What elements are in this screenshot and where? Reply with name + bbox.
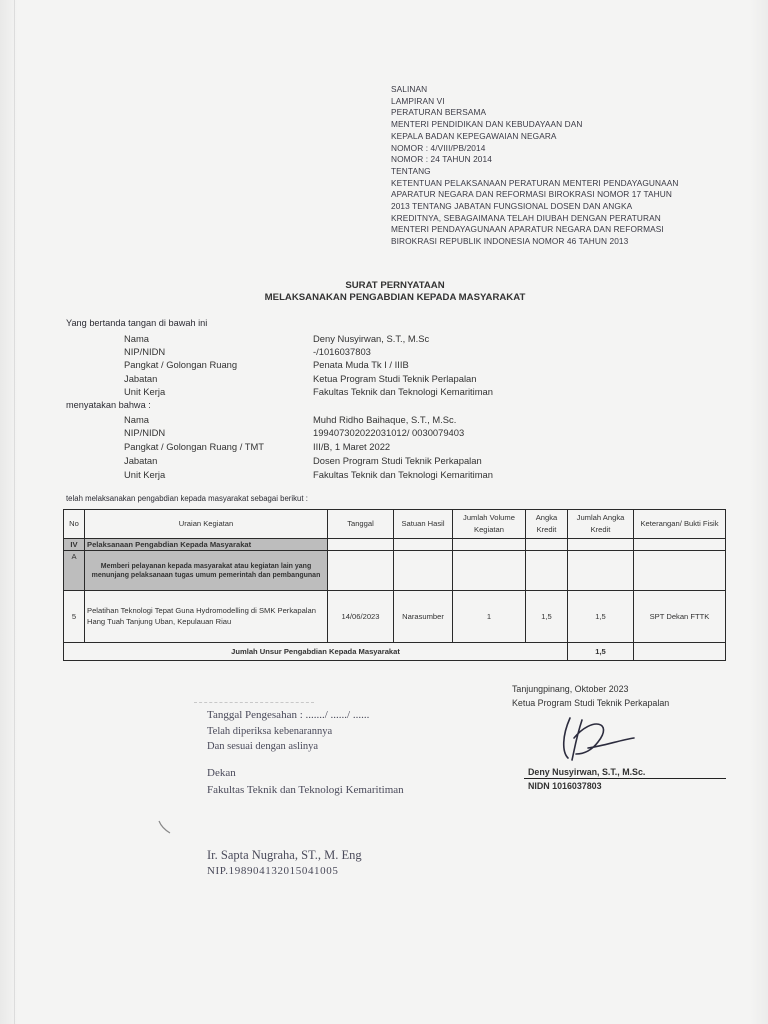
- subject-position-value: Dosen Program Studi Teknik Perkapalan: [313, 455, 482, 466]
- signer-nip-value: -/1016037803: [313, 346, 371, 357]
- empty-cell: [634, 551, 726, 591]
- empty-cell: [526, 551, 568, 591]
- empty-cell: [394, 539, 453, 551]
- signer-position-value: Ketua Program Studi Teknik Perlapalan: [313, 373, 477, 384]
- activity-row: [64, 591, 726, 643]
- document-subtitle: MELAKSANAKAN PENGABDIAN KEPADA MASYARAKAT: [264, 292, 526, 303]
- header-line: LAMPIRAN VI: [391, 95, 445, 106]
- section-title: Pelaksanaan Pengabdian Kepada Masyarakat: [85, 539, 328, 551]
- header-unit: Satuan Hasil: [394, 510, 453, 539]
- signer-name-value: Deny Nusyirwan, S.T., M.Sc: [313, 333, 430, 344]
- subject-rank-value: III/B, 1 Maret 2022: [313, 441, 391, 452]
- signer-name-label: Nama: [124, 333, 150, 344]
- signer-nip-label: NIP/NIDN: [124, 346, 166, 357]
- signature-line: [524, 778, 726, 779]
- subsection-no: A: [64, 551, 85, 591]
- stamp-dean-nip: NIP.198904132015041005: [207, 865, 339, 877]
- header-volume: Jumlah Volume Kegiatan: [453, 510, 526, 539]
- table-header-row: [64, 510, 726, 539]
- empty-cell: [634, 643, 726, 661]
- row-note: SPT Dekan FTTK: [634, 591, 726, 643]
- empty-cell: [453, 539, 526, 551]
- signer-unit-value: Fakultas Teknik dan Teknologi Kemaritiman: [313, 386, 493, 397]
- header-total-credit: Jumlah Angka Kredit: [568, 510, 634, 539]
- stamp-date: Tanggal Pengesahan : ......./ ....../ ......: [207, 709, 370, 721]
- signer-nidn: NIDN 1016037803: [528, 781, 602, 791]
- empty-cell: [328, 551, 394, 591]
- subject-nip-label: NIP/NIDN: [124, 427, 166, 438]
- scan-edge-line: [14, 0, 15, 1024]
- subject-unit-label: Unit Kerja: [124, 469, 166, 480]
- header-credit: Angka Kredit: [526, 510, 568, 539]
- row-no: 5: [64, 591, 85, 643]
- subject-name-label: Nama: [124, 414, 150, 425]
- row-total: 1,5: [568, 591, 634, 643]
- stamp-faculty: Fakultas Teknik dan Teknologi Kemaritiman: [207, 784, 404, 796]
- row-date: 14/06/2023: [328, 591, 394, 643]
- header-line: NOMOR : 4/VIII/PB/2014: [391, 142, 486, 153]
- signer-position-label: Jabatan: [124, 373, 158, 384]
- subsection-row: [64, 551, 726, 591]
- empty-cell: [526, 539, 568, 551]
- header-line: KEPALA BADAN KEPEGAWAIAN NEGARA: [391, 130, 557, 141]
- scan-mark-icon: [156, 818, 176, 838]
- stamp-border: [194, 702, 314, 704]
- row-unit: Narasumber: [394, 591, 453, 643]
- signer-name: Deny Nusyirwan, S.T., M.Sc.: [528, 767, 646, 777]
- signer-rank-label: Pangkat / Golongan Ruang: [124, 359, 238, 370]
- sum-row: [64, 643, 726, 661]
- header-line: NOMOR : 24 TAHUN 2014: [391, 154, 492, 165]
- header-line: KREDITNYA, SEBAGAIMANA TELAH DIUBAH DENGAN PERATURAN: [391, 212, 661, 223]
- section-row: [64, 539, 726, 551]
- signer-role: Ketua Program Studi Teknik Perkapalan: [512, 698, 670, 708]
- document-title: SURAT PERNYATAAN: [345, 280, 445, 291]
- row-description: Pelatihan Teknologi Tepat Guna Hydromodelling di SMK Perkapalan Hang Tuah Tanjung Uban, Kepulauan Riau: [85, 591, 328, 643]
- header-line: APARATUR NEGARA DAN REFORMASI BIROKRASI NOMOR 17 TAHUN: [391, 189, 672, 200]
- empty-cell: [568, 539, 634, 551]
- subject-name-value: Muhd Ridho Baihaque, S.T., M.Sc.: [313, 414, 457, 425]
- header-note: Keterangan/ Bukti Fisik: [634, 510, 726, 539]
- header-line: 2013 TENTANG JABATAN FUNGSIONAL DOSEN DAN ANGKA: [391, 201, 633, 212]
- subject-rank-label: Pangkat / Golongan Ruang / TMT: [124, 441, 265, 452]
- sum-value: 1,5: [568, 643, 634, 661]
- section-no: IV: [64, 539, 85, 551]
- empty-cell: [453, 551, 526, 591]
- activity-table: [63, 509, 726, 661]
- header-description: Uraian Kegiatan: [85, 510, 328, 539]
- row-volume: 1: [453, 591, 526, 643]
- place-date: Tanjungpinang, Oktober 2023: [512, 684, 629, 694]
- header-line: MENTERI PENDAYAGUNAAN APARATUR NEGARA DAN REFORMASI: [391, 224, 664, 235]
- stamp-original: Dan sesuai dengan aslinya: [207, 741, 319, 752]
- signer-rank-value: Penata Muda Tk I / IIIB: [313, 359, 409, 370]
- stamp-checked: Telah diperiksa kebenarannya: [207, 726, 333, 737]
- header-no: No: [64, 510, 85, 539]
- regulation-header: [391, 84, 721, 248]
- header-line: TENTANG: [391, 165, 431, 176]
- subject-nip-value: 199407302022031012/ 0030079403: [313, 427, 465, 438]
- header-line: MENTERI PENDIDIKAN DAN KEBUDAYAAN DAN: [391, 119, 583, 130]
- sum-label: Jumlah Unsur Pengabdian Kepada Masyarakat: [64, 643, 568, 661]
- declares-text: menyatakan bahwa :: [66, 400, 151, 410]
- row-credit: 1,5: [526, 591, 568, 643]
- subject-position-label: Jabatan: [124, 455, 158, 466]
- header-line: KETENTUAN PELAKSANAAN PERATURAN MENTERI PENDAYAGUNAAN: [391, 177, 679, 188]
- table-intro: telah melaksanakan pengabdian kepada masyarakat sebagai berikut :: [66, 494, 308, 503]
- header-line: PERATURAN BERSAMA: [391, 107, 487, 118]
- empty-cell: [634, 539, 726, 551]
- stamp-dean-name: Ir. Sapta Nugraha, ST., M. Eng: [207, 848, 362, 862]
- empty-cell: [394, 551, 453, 591]
- subsection-title: Memberi pelayanan kepada masyarakat atau kegiatan lain yang menunjang pelaksanaan tugas umum pemerintah dan pembangunan: [85, 551, 328, 591]
- header-line: SALINAN: [391, 84, 428, 94]
- stamp-dean: Dekan: [207, 767, 236, 779]
- empty-cell: [568, 551, 634, 591]
- intro-text: Yang bertanda tangan di bawah ini: [66, 318, 208, 328]
- header-date: Tanggal: [328, 510, 394, 539]
- handwritten-signature: [548, 708, 638, 764]
- signer-unit-label: Unit Kerja: [124, 386, 166, 397]
- header-line: BIROKRASI REPUBLIK INDONESIA NOMOR 46 TAHUN 2013: [391, 236, 629, 247]
- subject-unit-value: Fakultas Teknik dan Teknologi Kemaritiman: [313, 469, 493, 480]
- empty-cell: [328, 539, 394, 551]
